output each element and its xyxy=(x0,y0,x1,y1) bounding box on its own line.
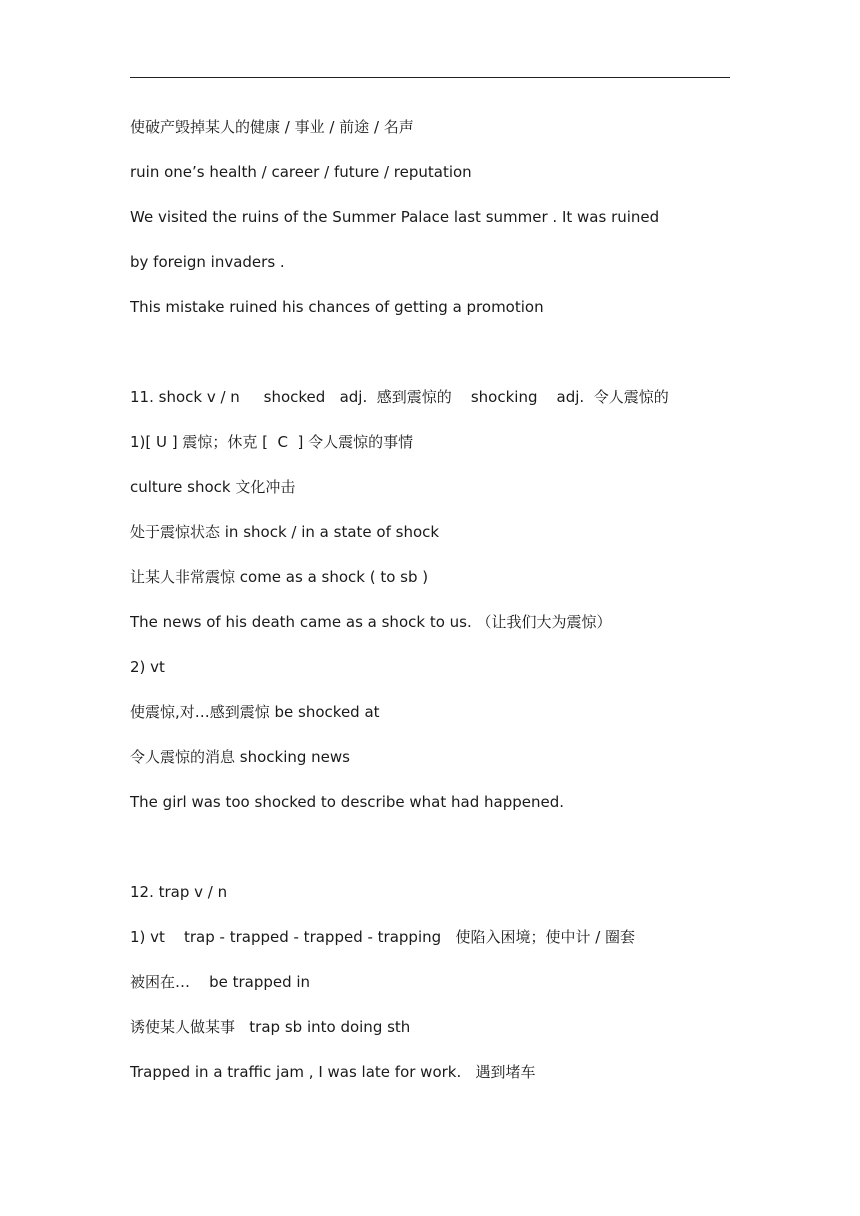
text-line: ruin one’s health / career / future / reputation xyxy=(130,163,472,181)
section-heading-trap: 12. trap v / n xyxy=(130,883,228,901)
text-line: This mistake ruined his chances of getting a promotion xyxy=(130,298,544,316)
text-line: The news of his death came as a shock to us. （让我们大为震惊） xyxy=(130,613,612,631)
text-line: by foreign invaders . xyxy=(130,253,285,271)
text-line: 让某人非常震惊 come as a shock ( to sb ) xyxy=(130,568,429,586)
section-heading-shock: 11. shock v / n shocked adj. 感到震惊的 shocking adj. 令人震惊的 xyxy=(130,388,669,406)
blank-line xyxy=(130,833,730,878)
blank-line xyxy=(130,338,730,383)
text-line: The girl was too shocked to describe what had happened. xyxy=(130,793,565,811)
text-line: We visited the ruins of the Summer Palace last summer . It was ruined xyxy=(130,208,660,226)
text-line: Trapped in a traffic jam , I was late for work. 遇到堵车 xyxy=(130,1063,536,1081)
text-line: 诱使某人做某事 trap sb into doing sth xyxy=(130,1018,411,1036)
text-line: 1)[ U ] 震惊；休克 [ C ] 令人震惊的事情 xyxy=(130,433,414,451)
text-line: 1) vt trap - trapped - trapped - trapping 使陷入困境；使中计 / 圈套 xyxy=(130,928,636,946)
text-line: 被困在… be trapped in xyxy=(130,973,311,991)
text-line: culture shock 文化冲击 xyxy=(130,478,296,496)
text-line: 使震惊,对…感到震惊 be shocked at xyxy=(130,703,380,721)
text-line: 2) vt xyxy=(130,658,165,676)
text-line: 处于震惊状态 in shock / in a state of shock xyxy=(130,523,440,541)
document-body xyxy=(130,113,730,1103)
header-rule xyxy=(130,77,730,78)
text-line: 令人震惊的消息 shocking news xyxy=(130,748,350,766)
text-line: 使破产毁掉某人的健康 / 事业 / 前途 / 名声 xyxy=(130,118,414,136)
